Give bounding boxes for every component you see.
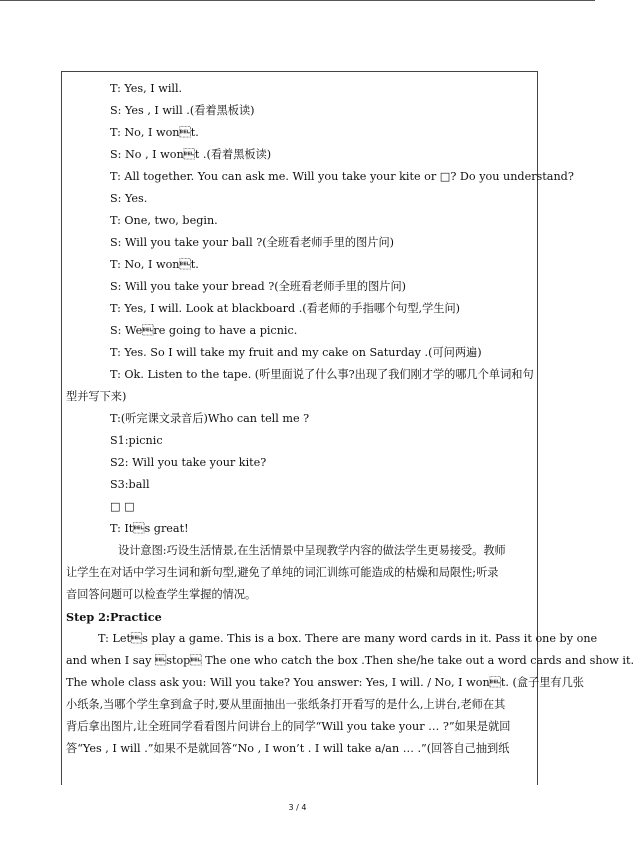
text-line: 答“Yes , I will .”如果不是就回答“No , I won’t . I will take a/an … .”(回答自己抽到纸 [66,742,510,755]
page-number: 3 / 4 [288,803,307,812]
text-line: □ □ [110,500,135,513]
lesson-plan-table-cell [61,71,634,785]
text-line: S: Yes. [110,192,148,205]
text-line: S2: Will you take your kite? [110,456,267,469]
text-line: S3:ball [110,478,150,491]
text-line: 音回答问题可以检查学生掌握的情况。 [66,588,257,601]
text-line: T: Yes, I will. [110,82,183,95]
text-line: S: Will you take your ball ?(全班看老师手里的图片问) [110,236,395,249]
text-line: T:(听完课文录音后)Who can tell me ? [110,412,310,425]
text-line: S: Yes , I will .(看着黑板读) [110,104,255,117]
text-line: T: Yes, I will. Look at blackboard .(看老师的手指哪个句型,学生问) [110,302,460,315]
lesson-text-body [62,78,634,760]
text-line: T: Yes. So I will take my fruit and my cake on Saturday .(可问两遍) [110,346,482,359]
text-line: 设计意图:巧设生活情景,在生活情景中呈现教学内容的做法学生更易接受。教师 [118,544,506,557]
text-line: 让学生在对话中学习生词和新句型,避免了单纯的词汇训练可能造成的枯燥和局限性;听录 [66,566,499,579]
text-line: T: One, two, begin. [110,214,218,227]
text-line: T: Its great! [110,522,189,535]
text-line: S: No , I wont .(看着黑板读) [110,148,272,161]
text-line: 背后拿出图片,让全班同学看看图片问讲台上的同学“Will you take your … ?”如果是就回 [66,720,511,733]
text-line: 小纸条,当哪个学生拿到盒子时,要从里面抽出一张纸条打开看写的是什么,上讲台,老师在其 [66,698,506,711]
text-line: T: Ok. Listen to the tape. (听里面说了什么事?出现了我们刚才学的哪几个单词和句 [110,368,534,381]
text-line: S1:picnic [110,434,163,447]
text-line: T: No, I wont. [110,258,199,271]
text-line: T: No, I wont. [110,126,199,139]
text-line: and when I say stop The one who catch the box .Then she/he take out a word cards and show it. [66,654,634,667]
text-line: S: Were going to have a picnic. [110,324,298,337]
text-line: The whole class ask you: Will you take? You answer: Yes, I will. / No, I wont. (盒子里有几张 [66,676,584,689]
text-line: T: Lets play a game. This is a box. There are many word cards in it. Pass it one by one [98,632,598,645]
text-line: 型并写下来) [66,390,127,403]
text-line: T: All together. You can ask me. Will you take your kite or □? Do you understand? [110,170,574,183]
header-rule [0,0,595,1]
text-line: S: Will you take your bread ?(全班看老师手里的图片问) [110,280,406,293]
text-line: Step 2:Practice [66,610,162,624]
